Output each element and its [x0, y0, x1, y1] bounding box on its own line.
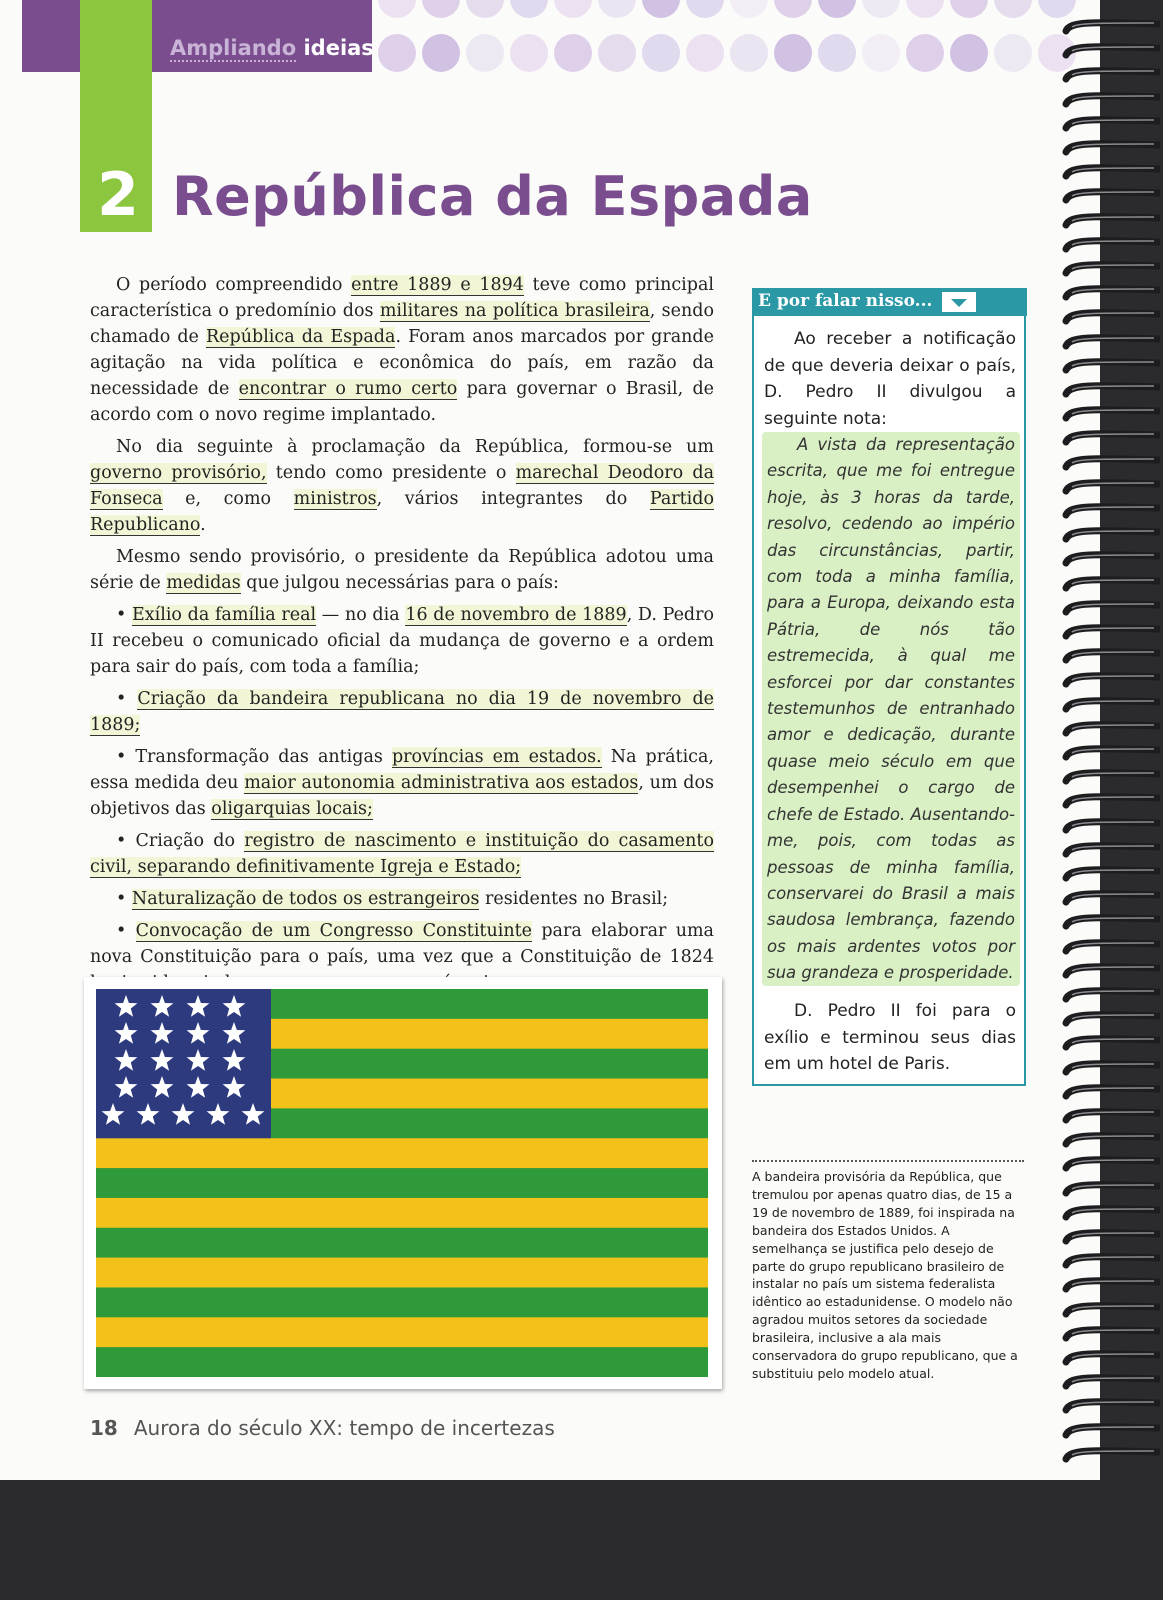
flag-stripe: [96, 1198, 708, 1228]
decorative-dot: [906, 0, 944, 18]
provisional-republic-flag: [96, 989, 708, 1377]
decorative-dot: [378, 34, 416, 72]
spiral-coil: [1062, 865, 1160, 885]
highlighted-text: Criação da bandeira republicana no dia 19 de novembro de 1889;: [90, 689, 715, 735]
main-text: [90, 272, 714, 1002]
page-footer: [90, 1416, 555, 1440]
spiral-coil: [1062, 526, 1160, 546]
text-run: •: [116, 889, 132, 909]
spiral-coil: [1062, 115, 1160, 135]
highlighted-text: marechal Deodoro da Fonseca: [90, 463, 714, 509]
spiral-coil: [1062, 744, 1160, 764]
text-run: •: [116, 605, 132, 625]
spiral-coil: [1062, 429, 1160, 449]
flag-stripe: [96, 1258, 708, 1288]
text-run: O período compreendido: [116, 275, 352, 295]
spiral-coil: [1062, 91, 1160, 111]
sidebar-header: [752, 288, 1027, 316]
flag-stripe: [96, 1168, 708, 1198]
spiral-coil: [1062, 1301, 1160, 1321]
spiral-coil: [1062, 1131, 1160, 1151]
decorative-dot: [686, 34, 724, 72]
spiral-coil: [1062, 599, 1160, 619]
decorative-dot: [906, 34, 944, 72]
text-run: tendo como presidente o: [266, 463, 516, 483]
spiral-coil: [1062, 1034, 1160, 1054]
text-run: para elaborar uma nova Constituição para o país, uma vez que a Constituição de 1824: [90, 921, 714, 967]
spiral-coil: [1062, 1397, 1160, 1417]
bullet-item: [90, 744, 714, 822]
decorative-dot: [862, 0, 900, 18]
spiral-coil: [1062, 1325, 1160, 1345]
text-run: para governar o Brasil, de acordo com o novo regime implantado.: [90, 379, 715, 425]
spiral-coil: [1062, 139, 1160, 159]
text-run: , vários integrantes do: [376, 489, 650, 509]
spiral-coil: [1062, 647, 1160, 667]
chapter-title: República da Espada: [172, 165, 813, 228]
spiral-coil: [1062, 1180, 1160, 1200]
spiral-coil: [1062, 841, 1160, 861]
highlighted-text: Partido Republicano: [90, 489, 714, 535]
book-title: Aurora do século XX: tempo de incertezas: [133, 1416, 555, 1440]
decorative-dot: [994, 0, 1032, 18]
decorative-dot: [730, 0, 768, 18]
highlighted-text: encontrar o rumo certo: [238, 379, 458, 399]
spiral-coil: [1062, 236, 1160, 256]
spiral-coil: [1062, 792, 1160, 812]
sidebar-quote: A vista da representação escrita, que me foi entregue hoje, às 3 horas da tarde, resolvo, cedendo ao império das circunstâncias, partir, com toda a minha família, para a Europa, deixando esta Pátria, de nós tão estremecida, à qual me esforcei por dar constantes testemunhos de entranhado amor e dedicação, durante quase meio século em que desempenhei o cargo de chefe de Estado. Ausentando-me, pois, com todas as pessoas de minha família, conservarei do Brasil a mais saudosa lembrança, fazendo os mais ardentes votos por sua grandeza e prosperidade.: [762, 432, 1020, 986]
spiral-coil: [1062, 1373, 1160, 1393]
decorative-dot-pattern: [370, 0, 1090, 90]
decorative-dot: [862, 34, 900, 72]
text-run: • Transformação das antigas: [116, 747, 392, 767]
spiral-coil: [1062, 986, 1160, 1006]
highlighted-text: governo provisório,: [90, 463, 267, 483]
decorative-dot: [642, 34, 680, 72]
highlighted-text: províncias em estados.: [391, 747, 602, 767]
spiral-coil: [1062, 478, 1160, 498]
spiral-coil: [1062, 66, 1160, 86]
section-label-part1: Ampliando: [170, 36, 297, 60]
spiral-coil: [1062, 1228, 1160, 1248]
decorative-dot: [994, 34, 1032, 72]
spiral-coil: [1062, 1059, 1160, 1079]
spiral-coil: [1062, 962, 1160, 982]
spiral-coil: [1062, 333, 1160, 353]
spiral-coil: [1062, 502, 1160, 522]
spiral-coil: [1062, 671, 1160, 691]
spiral-coil: [1062, 889, 1160, 909]
spiral-coil: [1062, 768, 1160, 788]
spiral-coil: [1062, 1349, 1160, 1369]
spiral-coil: [1062, 1252, 1160, 1272]
highlighted-text: 16 de novembro de 1889: [405, 605, 627, 625]
decorative-dot: [422, 0, 460, 18]
highlighted-text: Convocação de um Congresso Constituinte: [135, 921, 532, 941]
spiral-coil: [1062, 1446, 1160, 1466]
spiral-coil: [1062, 187, 1160, 207]
text-run: • Criação do: [116, 831, 245, 851]
highlighted-text: militares na política brasileira: [379, 301, 650, 321]
paragraph-3: [90, 544, 714, 596]
text-run: residentes no Brasil;: [479, 889, 669, 909]
page-number: 18: [90, 1416, 118, 1440]
decorative-dot: [466, 0, 504, 18]
spiral-coil: [1062, 42, 1160, 62]
text-run: .: [200, 515, 206, 535]
highlighted-text: Naturalização de todos os estrangeiros: [131, 889, 480, 909]
decorative-dot: [1038, 0, 1076, 18]
paragraph-2: [90, 434, 714, 538]
decorative-dot: [510, 0, 548, 18]
bullet-item: [90, 686, 714, 738]
sidebar-intro: Ao receber a notificação de que deveria deixar o país, D. Pedro II divulgou a seguinte nota:: [764, 329, 1016, 429]
bullet-item: [90, 602, 714, 680]
spiral-coil: [1062, 381, 1160, 401]
spiral-coil: [1062, 550, 1160, 570]
spiral-coil: [1062, 405, 1160, 425]
decorative-dot: [554, 34, 592, 72]
text-run: , D. Pedro II recebeu o comunicado oficial da mudança de governo e a ordem para sair do país, com toda a família;: [90, 605, 715, 677]
highlighted-text: Exílio da família real: [132, 605, 317, 625]
highlighted-text: entre 1889 e 1894: [351, 275, 524, 295]
spiral-coil: [1062, 1422, 1160, 1442]
flag-stripe: [96, 1138, 708, 1168]
decorative-dot: [730, 34, 768, 72]
text-run: teve como principal característica o predomínio dos: [90, 275, 715, 321]
decorative-dot: [642, 0, 680, 18]
decorative-dot: [598, 34, 636, 72]
sidebar-outro: D. Pedro II foi para o exílio e terminou seus dias em um hotel de Paris.: [764, 1001, 1016, 1074]
text-run: •: [116, 921, 136, 941]
highlighted-text: medidas: [166, 573, 241, 593]
spiral-coil: [1062, 696, 1160, 716]
flag-stripe: [96, 1228, 708, 1258]
highlighted-text: registro de nascimento e instituição do casamento civil, separando definitivamente Igreja e Estado;: [90, 831, 714, 877]
text-run: . Foram anos marcados por grande agitação na vida política e econômica do país, em razão da necessidade de: [90, 327, 714, 399]
spiral-coil: [1062, 575, 1160, 595]
decorative-dot: [818, 0, 856, 18]
flag-stripe: [96, 1317, 708, 1347]
text-run: No dia seguinte à proclamação da República, formou-se um: [116, 437, 714, 457]
text-run: que julgou necessárias para o país:: [240, 573, 559, 593]
spiral-coil: [1062, 454, 1160, 474]
highlighted-text: ministros: [293, 489, 377, 509]
spiral-coil: [1062, 913, 1160, 933]
decorative-dot: [950, 34, 988, 72]
text-run: e, como: [162, 489, 294, 509]
spiral-coil: [1062, 163, 1160, 183]
decorative-dot: [510, 34, 548, 72]
spiral-coil: [1062, 284, 1160, 304]
flag-stripe: [96, 1347, 708, 1377]
bullet-item: [90, 828, 714, 880]
decorative-dot: [950, 0, 988, 18]
decorative-dot: [554, 0, 592, 18]
spiral-coil: [1062, 1155, 1160, 1175]
flag-stripe: [96, 1287, 708, 1317]
highlighted-text: República da Espada: [205, 327, 396, 347]
text-run: , sendo chamado de: [90, 301, 714, 347]
spiral-coil: [1062, 1276, 1160, 1296]
bullet-item: [90, 886, 714, 912]
spiral-coil: [1062, 1204, 1160, 1224]
spiral-coil: [1062, 817, 1160, 837]
section-label: [170, 36, 374, 60]
text-run: — no dia: [316, 605, 406, 625]
spiral-coil: [1062, 18, 1160, 38]
highlighted-text: maior autonomia administrativa aos estados: [244, 773, 639, 793]
text-run: Mesmo sendo provisório, o presidente da República adotou uma série de: [90, 547, 714, 593]
decorative-dot: [774, 34, 812, 72]
spiral-coil: [1062, 212, 1160, 232]
section-label-part2: ideias: [303, 36, 374, 60]
spiral-coil: [1062, 720, 1160, 740]
decorative-dot: [686, 0, 724, 18]
spiral-coil: [1062, 1107, 1160, 1127]
sidebar-title: E por falar nisso...: [758, 291, 933, 311]
spiral-coil: [1062, 1083, 1160, 1103]
decorative-dot: [598, 0, 636, 18]
spiral-coil: [1062, 260, 1160, 280]
chapter-number: 2: [97, 160, 139, 230]
text-run: •: [116, 689, 138, 709]
spiral-coil: [1062, 308, 1160, 328]
paragraph-1: [90, 272, 714, 428]
sidebar-box: [752, 288, 1026, 1086]
decorative-dot: [818, 34, 856, 72]
text-run: , um dos objetivos das: [90, 773, 714, 819]
spiral-coil: [1062, 1010, 1160, 1030]
decorative-dot: [774, 0, 812, 18]
flag-image-frame: [84, 977, 722, 1389]
decorative-dot: [422, 34, 460, 72]
text-run: Na prática, essa medida deu: [90, 747, 714, 793]
spiral-coil: [1062, 357, 1160, 377]
decorative-dot: [378, 0, 416, 18]
spiral-coil: [1062, 623, 1160, 643]
decorative-dot: [466, 34, 504, 72]
spiral-coil: [1062, 938, 1160, 958]
triangle-down-icon: [942, 292, 976, 312]
figure-caption: A bandeira provisória da República, que tremulou por apenas quatro dias, de 15 a 19 de novembro de 1889, foi inspirada na bandeira dos Estados Unidos. A semelhança se justifica pelo desejo de parte do grupo republicano brasileiro de instalar no país um sistema federalista idêntico ao estadunidense. O modelo não agradou muitos setores da sociedade brasileira, inclusive a ala mais conservadora do grupo republicano, que a substituiu pelo modelo atual.: [752, 1160, 1024, 1383]
highlighted-text: oligarquias locais;: [211, 799, 373, 819]
